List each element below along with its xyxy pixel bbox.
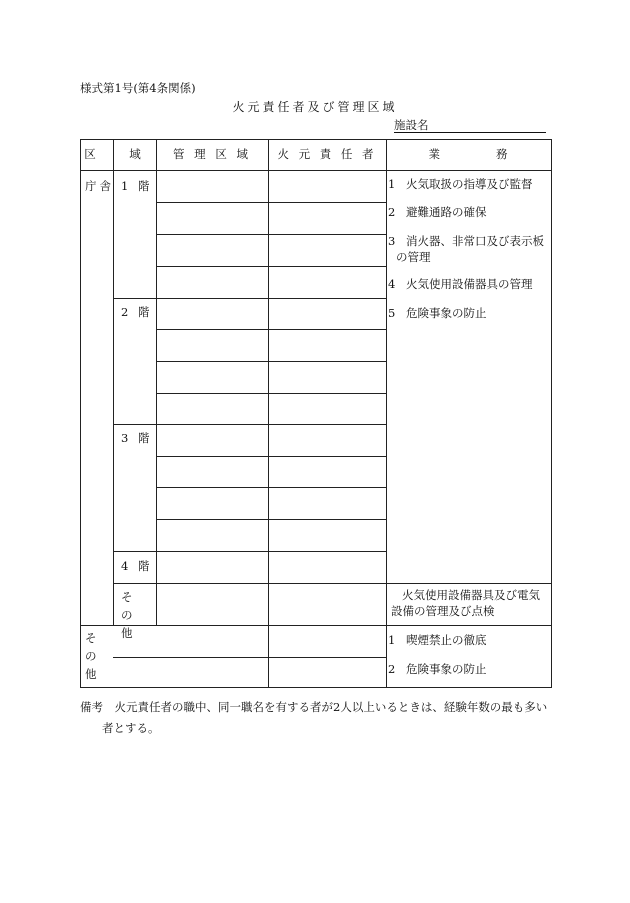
table-border-bottom xyxy=(80,687,552,688)
duty-item xyxy=(388,177,550,192)
duty-number: 1 xyxy=(388,177,396,191)
facility-name-field[interactable]: 施設名 xyxy=(394,117,546,133)
row-divider xyxy=(156,456,386,457)
row-divider xyxy=(156,234,386,235)
duty-number: 3 xyxy=(388,234,396,248)
duty-text: 火気取扱の指導及び監督 xyxy=(406,177,533,191)
floor-divider xyxy=(113,424,386,425)
floor-divider xyxy=(113,583,552,584)
floor-4-label: 4 階 xyxy=(121,559,153,573)
duty-text: 喫煙禁止の徹底 xyxy=(406,633,487,647)
duty-item xyxy=(388,306,550,321)
duty-text: 危険事象の防止 xyxy=(406,306,487,320)
row-divider xyxy=(156,266,386,267)
row-divider xyxy=(156,329,386,330)
other-floor-duty-line2: 設備の管理及び点検 xyxy=(391,604,495,618)
floor-other-label: その他 xyxy=(121,590,137,640)
table-border-left xyxy=(80,139,81,688)
duty-text: の管理 xyxy=(396,250,431,264)
column-divider xyxy=(113,139,114,626)
other-area-duty-2 xyxy=(388,662,487,677)
other-area-duty-1 xyxy=(388,633,487,648)
header-managed-area: 管 理 区 域 xyxy=(173,147,251,161)
duty-item xyxy=(388,205,550,220)
column-divider xyxy=(268,139,269,688)
header-person-in-charge: 火 元 責 任 者 xyxy=(277,147,377,161)
document-title: 火元責任者及び管理区域 xyxy=(232,100,398,114)
remarks-line-2: 者とする。 xyxy=(102,721,160,735)
floor-1-label: 1 階 xyxy=(121,179,153,193)
row-divider xyxy=(156,487,386,488)
row-divider xyxy=(156,393,386,394)
remarks-line-1: 備考 火元責任者の職中、同一職名を有する者が2人以上いるときは、経験年数の最も多い xyxy=(80,700,548,714)
remarks xyxy=(80,697,560,739)
fire-responsibility-table xyxy=(80,139,552,687)
duty-text: 消火器、非常口及び表示板 xyxy=(406,234,544,248)
duty-number: 4 xyxy=(388,277,396,291)
building-label: 庁舎 xyxy=(85,179,114,193)
duty-item-continued xyxy=(388,250,550,265)
row-divider xyxy=(156,361,386,362)
row-divider xyxy=(156,519,386,520)
header-area: 区 域 xyxy=(84,147,152,161)
form-number: 様式第1号(第4条関係) xyxy=(80,81,196,95)
other-floor-duty-line1: 火気使用設備器具及び電気 xyxy=(402,588,540,602)
table-border-right xyxy=(551,139,552,688)
header-duties: 業 務 xyxy=(428,147,510,161)
row-divider xyxy=(113,657,386,658)
duty-number: 2 xyxy=(388,205,396,219)
table-border-top xyxy=(80,139,552,140)
duty-number: 5 xyxy=(388,306,396,320)
section-divider xyxy=(80,625,552,626)
floor-divider xyxy=(113,298,386,299)
row-divider xyxy=(156,202,386,203)
other-area-label: その他 xyxy=(85,631,101,681)
floor-3-label: 3 階 xyxy=(121,431,153,445)
column-divider xyxy=(386,139,387,688)
floor-2-label: 2 階 xyxy=(121,305,153,319)
duty-item xyxy=(388,234,550,249)
header-divider xyxy=(80,170,552,171)
duty-item xyxy=(388,277,550,292)
duty-text: 危険事象の防止 xyxy=(406,662,487,676)
duty-number: 1 xyxy=(388,633,396,647)
duty-number: 2 xyxy=(388,662,396,676)
duty-text: 火気使用設備器具の管理 xyxy=(406,277,533,291)
floor-divider xyxy=(113,551,386,552)
column-divider xyxy=(156,139,157,626)
duty-text: 避難通路の確保 xyxy=(406,205,487,219)
